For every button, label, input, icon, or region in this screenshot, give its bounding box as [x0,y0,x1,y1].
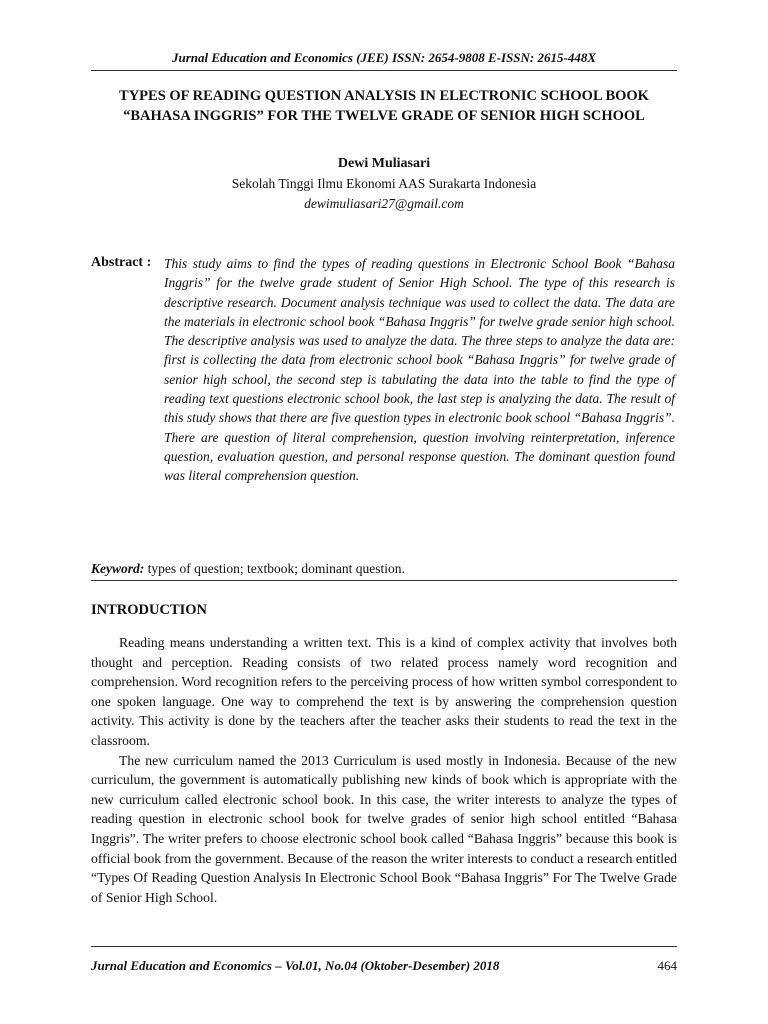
header-rule [91,70,677,71]
author-name: Dewi Muliasari [337,156,431,171]
abstract-label: Abstract : [91,255,152,270]
section-heading-introduction: INTRODUCTION [91,602,208,618]
keyword-label: Keyword: [91,561,145,576]
keyword-text: types of question; textbook; dominant question. [147,561,405,576]
keyword-rule [91,580,677,581]
footer-rule [91,946,677,947]
journal-header: Jurnal Education and Economics (JEE) ISSN: 2654-9808 E-ISSN: 2615-448X [171,50,596,65]
footer-journal-issue: Jurnal Education and Economics – Vol.01, No.04 (Oktober-Desember) 2018 [91,958,500,973]
title-line-2: “BAHASA INGGRIS” FOR THE TWELVE GRADE OF SENIOR HIGH SCHOOL [123,108,645,124]
paper-title [91,86,677,126]
abstract-text: This study aims to find the types of reading questions in Electronic School Book “Bahasa Inggris” for the twelve grade student of Senior High School. The type of this research is descriptive research. Document analysis technique was used to collect the data. The data are the materials in electronic school book “Bahasa Inggris” for twelve grade senior high school. The descriptive analysis was used to analyze the data. The three steps to analyze the data are: first is collecting the data from electronic school book “Bahasa Inggris” for twelve grade of senior high school, the second step is tabulating the data into the table to find the type of reading text questions electronic school book, the last step is analyzing the data. The result of this study shows that there are five question types in electronic book school “Bahasa Inggris”. There are question of literal comprehension, question involving reinterpretation, inference question, evaluation question, and personal response question. The dominant question found was literal comprehension question. [164,256,675,484]
introduction-body [91,633,677,907]
keyword-line [91,561,677,577]
introduction-paragraph-2: The new curriculum named the 2013 Curriculum is used mostly in Indonesia. Because of the new curriculum, the government is automatically publishing new kinds of book which is appropriate with the new curriculum called electronic school book. In this case, the writer interests to analyze the types of reading question in electronic school book for twelve grades of senior high school entitled “Bahasa Inggris”. The writer prefers to choose electronic school book called “Bahasa Inggris” because this book is official book from the government. Because of the reason the writer interests to conduct a research entitled “Types Of Reading Question Analysis In Electronic School Book “Bahasa Inggris” For The Twelve Grade of Senior High School. [91,752,677,905]
author-email: dewimuliasari27@gmail.com [304,196,464,211]
title-line-1: TYPES OF READING QUESTION ANALYSIS IN ELECTRONIC SCHOOL BOOK [119,88,649,104]
author-affiliation: Sekolah Tinggi Ilmu Ekonomi AAS Surakarta Indonesia [231,176,537,191]
footer-page-number: 464 [657,958,677,973]
introduction-paragraph-1: Reading means understanding a written text. This is a kind of complex activity that involves both thought and perception. Reading consists of two related process namely word recognition and comprehension. Word recognition refers to the perceiving process of how written symbol correspondent to one spoken language. One way to comprehend the text is by answering the comprehension question activity. This activity is done by the teachers after the teacher asks their students to read the text in the classroom. [91,635,677,748]
